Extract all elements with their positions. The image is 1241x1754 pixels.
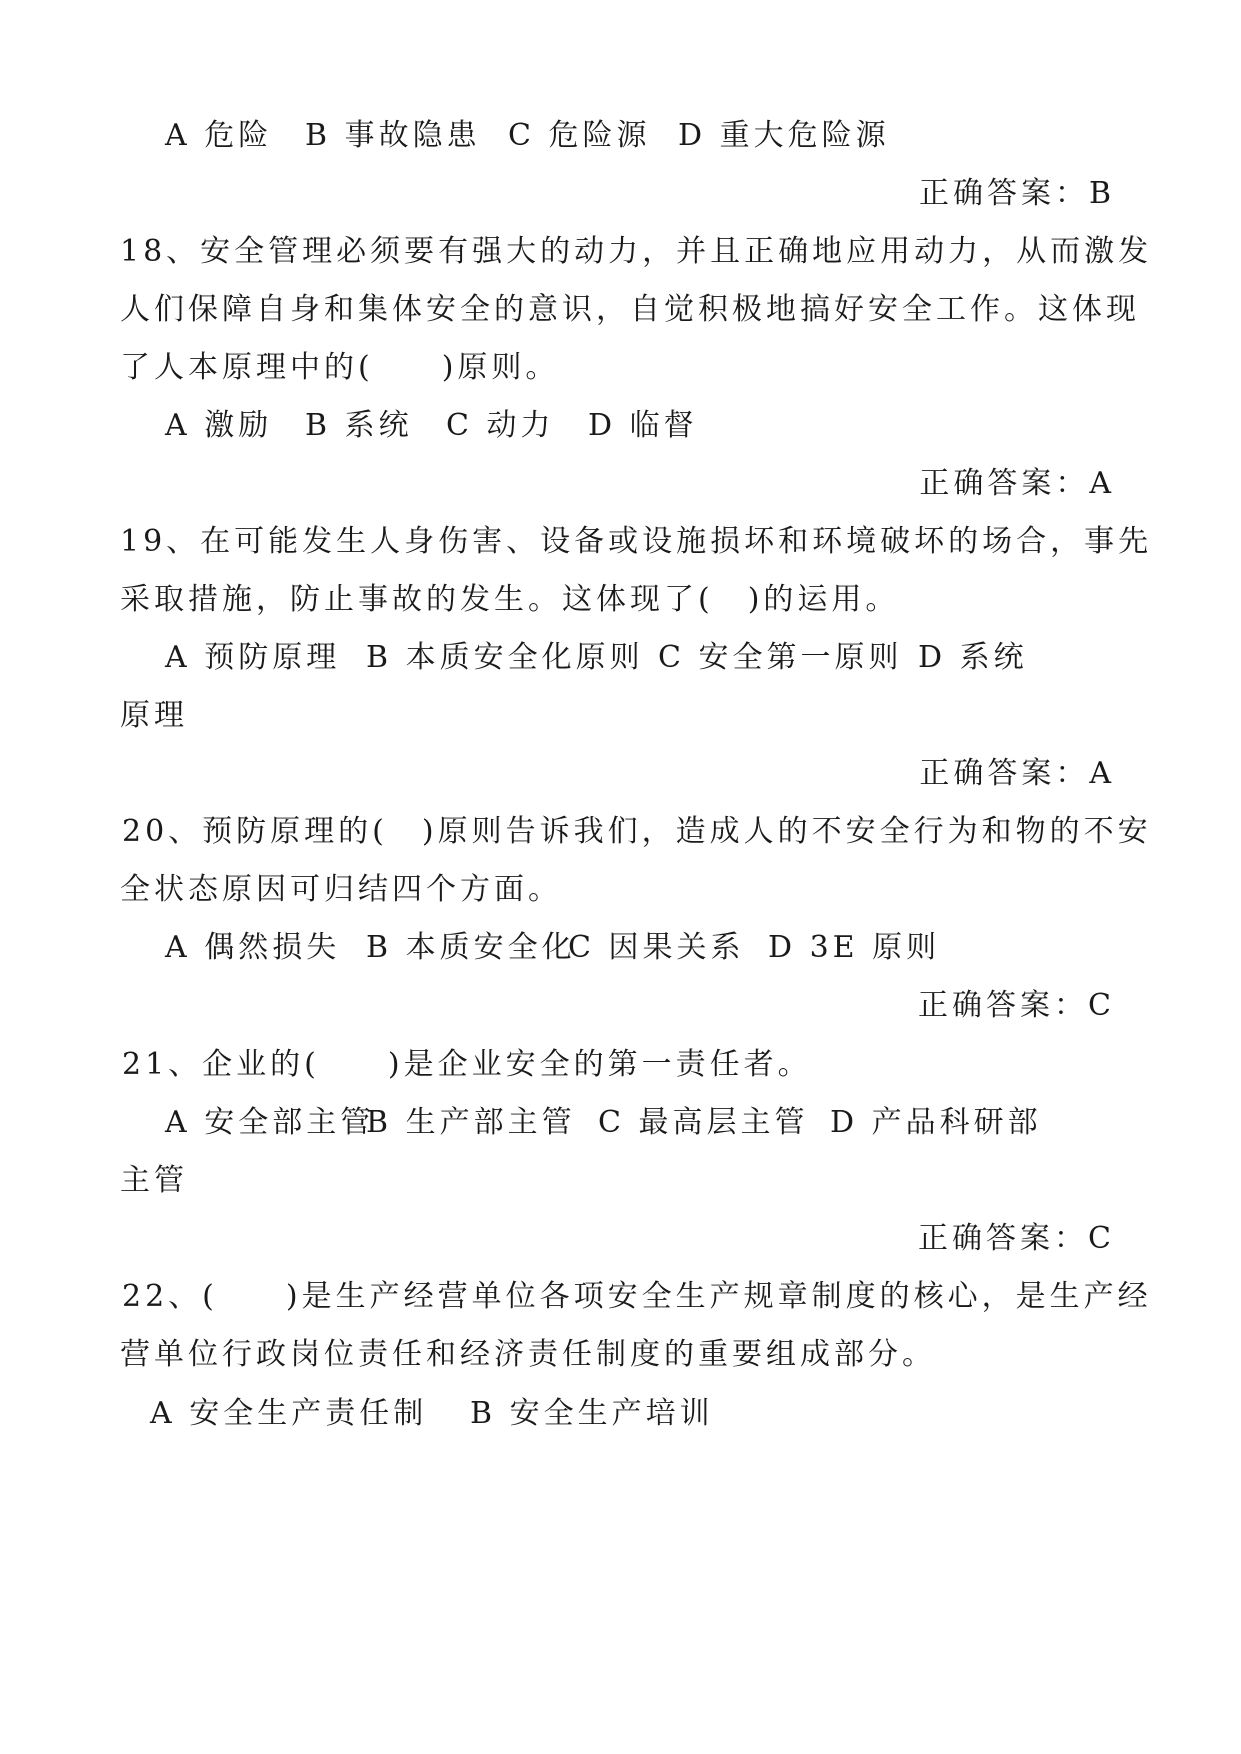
q22-text-line-1: 22、( )是生产经营单位各项安全生产规章制度的核心，是生产经 [122,1279,1152,1314]
q21-option-d: D 产品科研部 [830,1105,1042,1140]
q19-options-continued: 原理 [120,698,188,733]
q21-option-a: A 安全部主管 [165,1105,375,1140]
q20-option-d: D 3E 原则 [768,930,941,965]
q17-options [0,116,1241,156]
q21-answer: 正确答案：C [918,1221,1115,1256]
q20-option-c: C 因果关系 [568,930,745,965]
q20-answer: 正确答案：C [918,988,1115,1023]
q20-option-b: B 本质安全化 [366,930,576,965]
q21-option-c: C 最高层主管 [598,1105,809,1140]
q21-text-line-1: 21、企业的( )是企业安全的第一责任者。 [122,1047,812,1082]
q21-options-continued: 主管 [120,1163,188,1198]
q17-answer: 正确答案：B [918,176,1115,211]
q17-option-d: D 重大危险源 [678,118,890,153]
q18-option-b: B 系统 [305,408,413,443]
q18-options [0,406,1241,446]
q20-text-line-1: 20、预防原理的( )原则告诉我们，造成人的不安全行为和物的不安 [122,814,1152,849]
q17-option-a: A 危险 [165,118,273,153]
q20-text-line-2: 全状态原因可归结四个方面。 [120,872,562,907]
q17-option-c: C 危险源 [508,118,651,153]
q17-option-b: B 事故隐患 [305,118,481,153]
q18-option-a: A 激励 [165,408,273,443]
q20-option-a: A 偶然损失 [165,930,341,965]
q22-option-b: B 安全生产培训 [470,1396,714,1431]
q18-option-d: D 临督 [588,408,698,443]
q22-options [0,1394,1241,1434]
q19-text-line-2: 采取措施，防止事故的发生。这体现了( )的运用。 [120,582,900,617]
q19-option-b: B 本质安全化原则 [366,640,644,675]
q18-answer: 正确答案：A [919,466,1115,501]
q21-options [0,1103,1241,1143]
q18-text-line-2: 人们保障自身和集体安全的意识，自觉积极地搞好安全工作。这体现 [120,292,1140,327]
q19-answer: 正确答案：A [919,756,1115,791]
q22-text-line-2: 营单位行政岗位责任和经济责任制度的重要组成部分。 [120,1337,936,1372]
q19-option-d: D 系统 [918,640,1028,675]
q18-option-c: C 动力 [446,408,555,443]
q18-text-line-1: 18、安全管理必须要有强大的动力，并且正确地应用动力，从而激发 [120,234,1153,269]
q21-option-b: B 生产部主管 [366,1105,576,1140]
q19-text-line-1: 19、在可能发生人身伤害、设备或设施损坏和环境破坏的场合，事先 [120,524,1153,559]
q18-text-line-3: 了人本原理中的( )原则。 [120,350,560,385]
q22-option-a: A 安全生产责任制 [150,1396,428,1431]
q20-options [0,928,1241,968]
q19-options [0,638,1241,678]
q19-option-c: C 安全第一原则 [658,640,903,675]
q19-option-a: A 预防原理 [165,640,341,675]
